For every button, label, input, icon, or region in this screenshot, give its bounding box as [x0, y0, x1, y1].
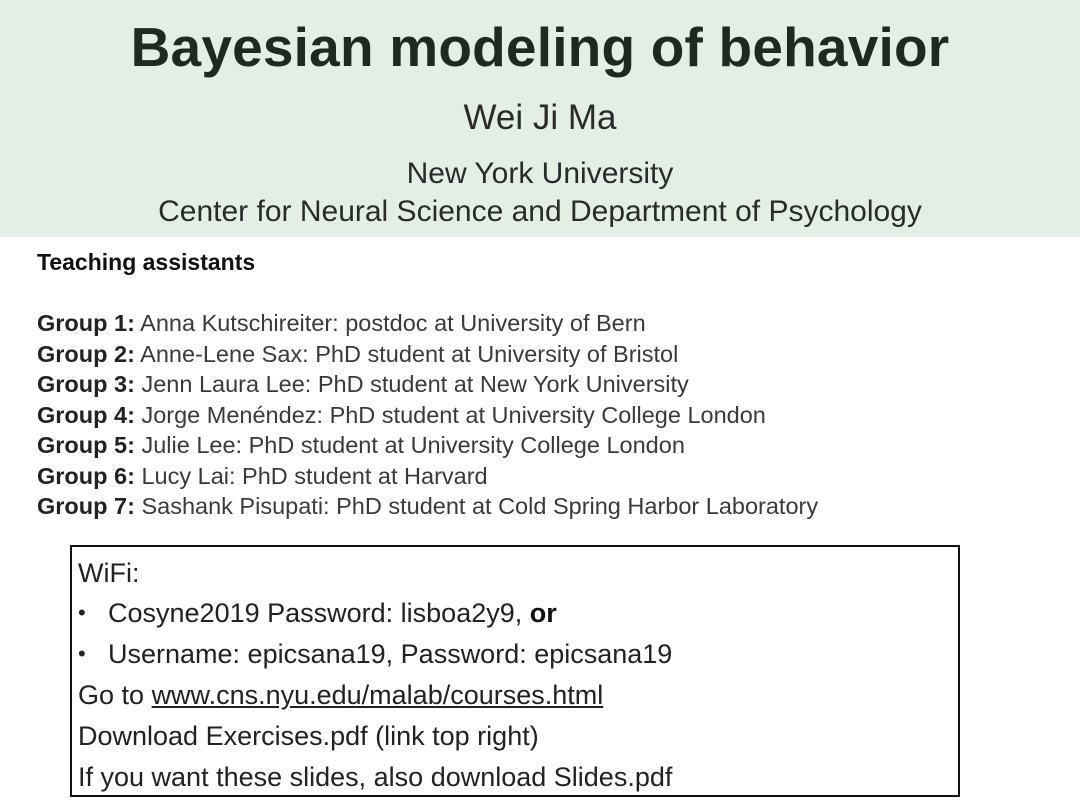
group-text: Lucy Lai: PhD student at Harvard — [141, 462, 488, 489]
slide-title: Bayesian modeling of behavior — [130, 16, 950, 78]
group-label: Group 2: — [37, 340, 135, 367]
group-text: Jenn Laura Lee: PhD student at New York University — [141, 371, 689, 397]
list-item — [37, 339, 818, 370]
download-exercises-text: Download Exercises.pdf (link top right) — [78, 721, 539, 751]
group-label: Group 5: — [37, 432, 135, 458]
bullet-icon: • — [78, 600, 86, 625]
group-text: Anne-Lene Sax: PhD student at University of Bristol — [140, 340, 679, 367]
wifi-or-word: or — [529, 598, 557, 628]
group-label: Group 4: — [37, 401, 135, 428]
list-item — [37, 400, 818, 431]
affiliation-university: New York University — [406, 157, 674, 190]
author-name: Wei Ji Ma — [463, 98, 617, 137]
group-label: Group 3: — [37, 371, 135, 397]
bullet-icon: • — [78, 641, 86, 666]
wifi-info-box — [70, 545, 960, 797]
wifi-heading: WiFi: — [78, 558, 140, 588]
group-text: Julie Lee: PhD student at University College London — [141, 432, 685, 458]
affiliation-department: Center for Neural Science and Department of Psychology — [158, 195, 922, 228]
course-link-line — [78, 678, 603, 712]
wifi-option-1-text: Cosyne2019 Password: lisboa2y9, — [108, 598, 523, 628]
goto-prefix: Go to — [78, 680, 145, 710]
group-label: Group 6: — [37, 462, 135, 489]
group-label: Group 7: — [37, 493, 135, 519]
group-text: Anna Kutschireiter: postdoc at University of Bern — [140, 310, 646, 336]
group-label: Group 1: — [37, 310, 135, 336]
list-item — [37, 430, 818, 461]
download-slides-text: If you want these slides, also download Slides.pdf — [78, 762, 673, 792]
group-text: Sashank Pisupati: PhD student at Cold Spring Harbor Laboratory — [141, 493, 819, 519]
list-item — [37, 369, 818, 400]
wifi-option-2-text: Username: epicsana19, Password: epicsana19 — [108, 639, 673, 669]
teaching-assistants-heading: Teaching assistants — [37, 249, 256, 275]
wifi-option-1 — [78, 596, 557, 630]
teaching-assistants-list — [37, 308, 818, 522]
wifi-option-2 — [78, 637, 672, 671]
list-item — [37, 461, 818, 492]
list-item — [37, 308, 818, 339]
group-text: Jorge Menéndez: PhD student at University College London — [141, 401, 766, 428]
course-url-link[interactable]: www.cns.nyu.edu/malab/courses.html — [151, 680, 604, 710]
list-item — [37, 491, 818, 522]
